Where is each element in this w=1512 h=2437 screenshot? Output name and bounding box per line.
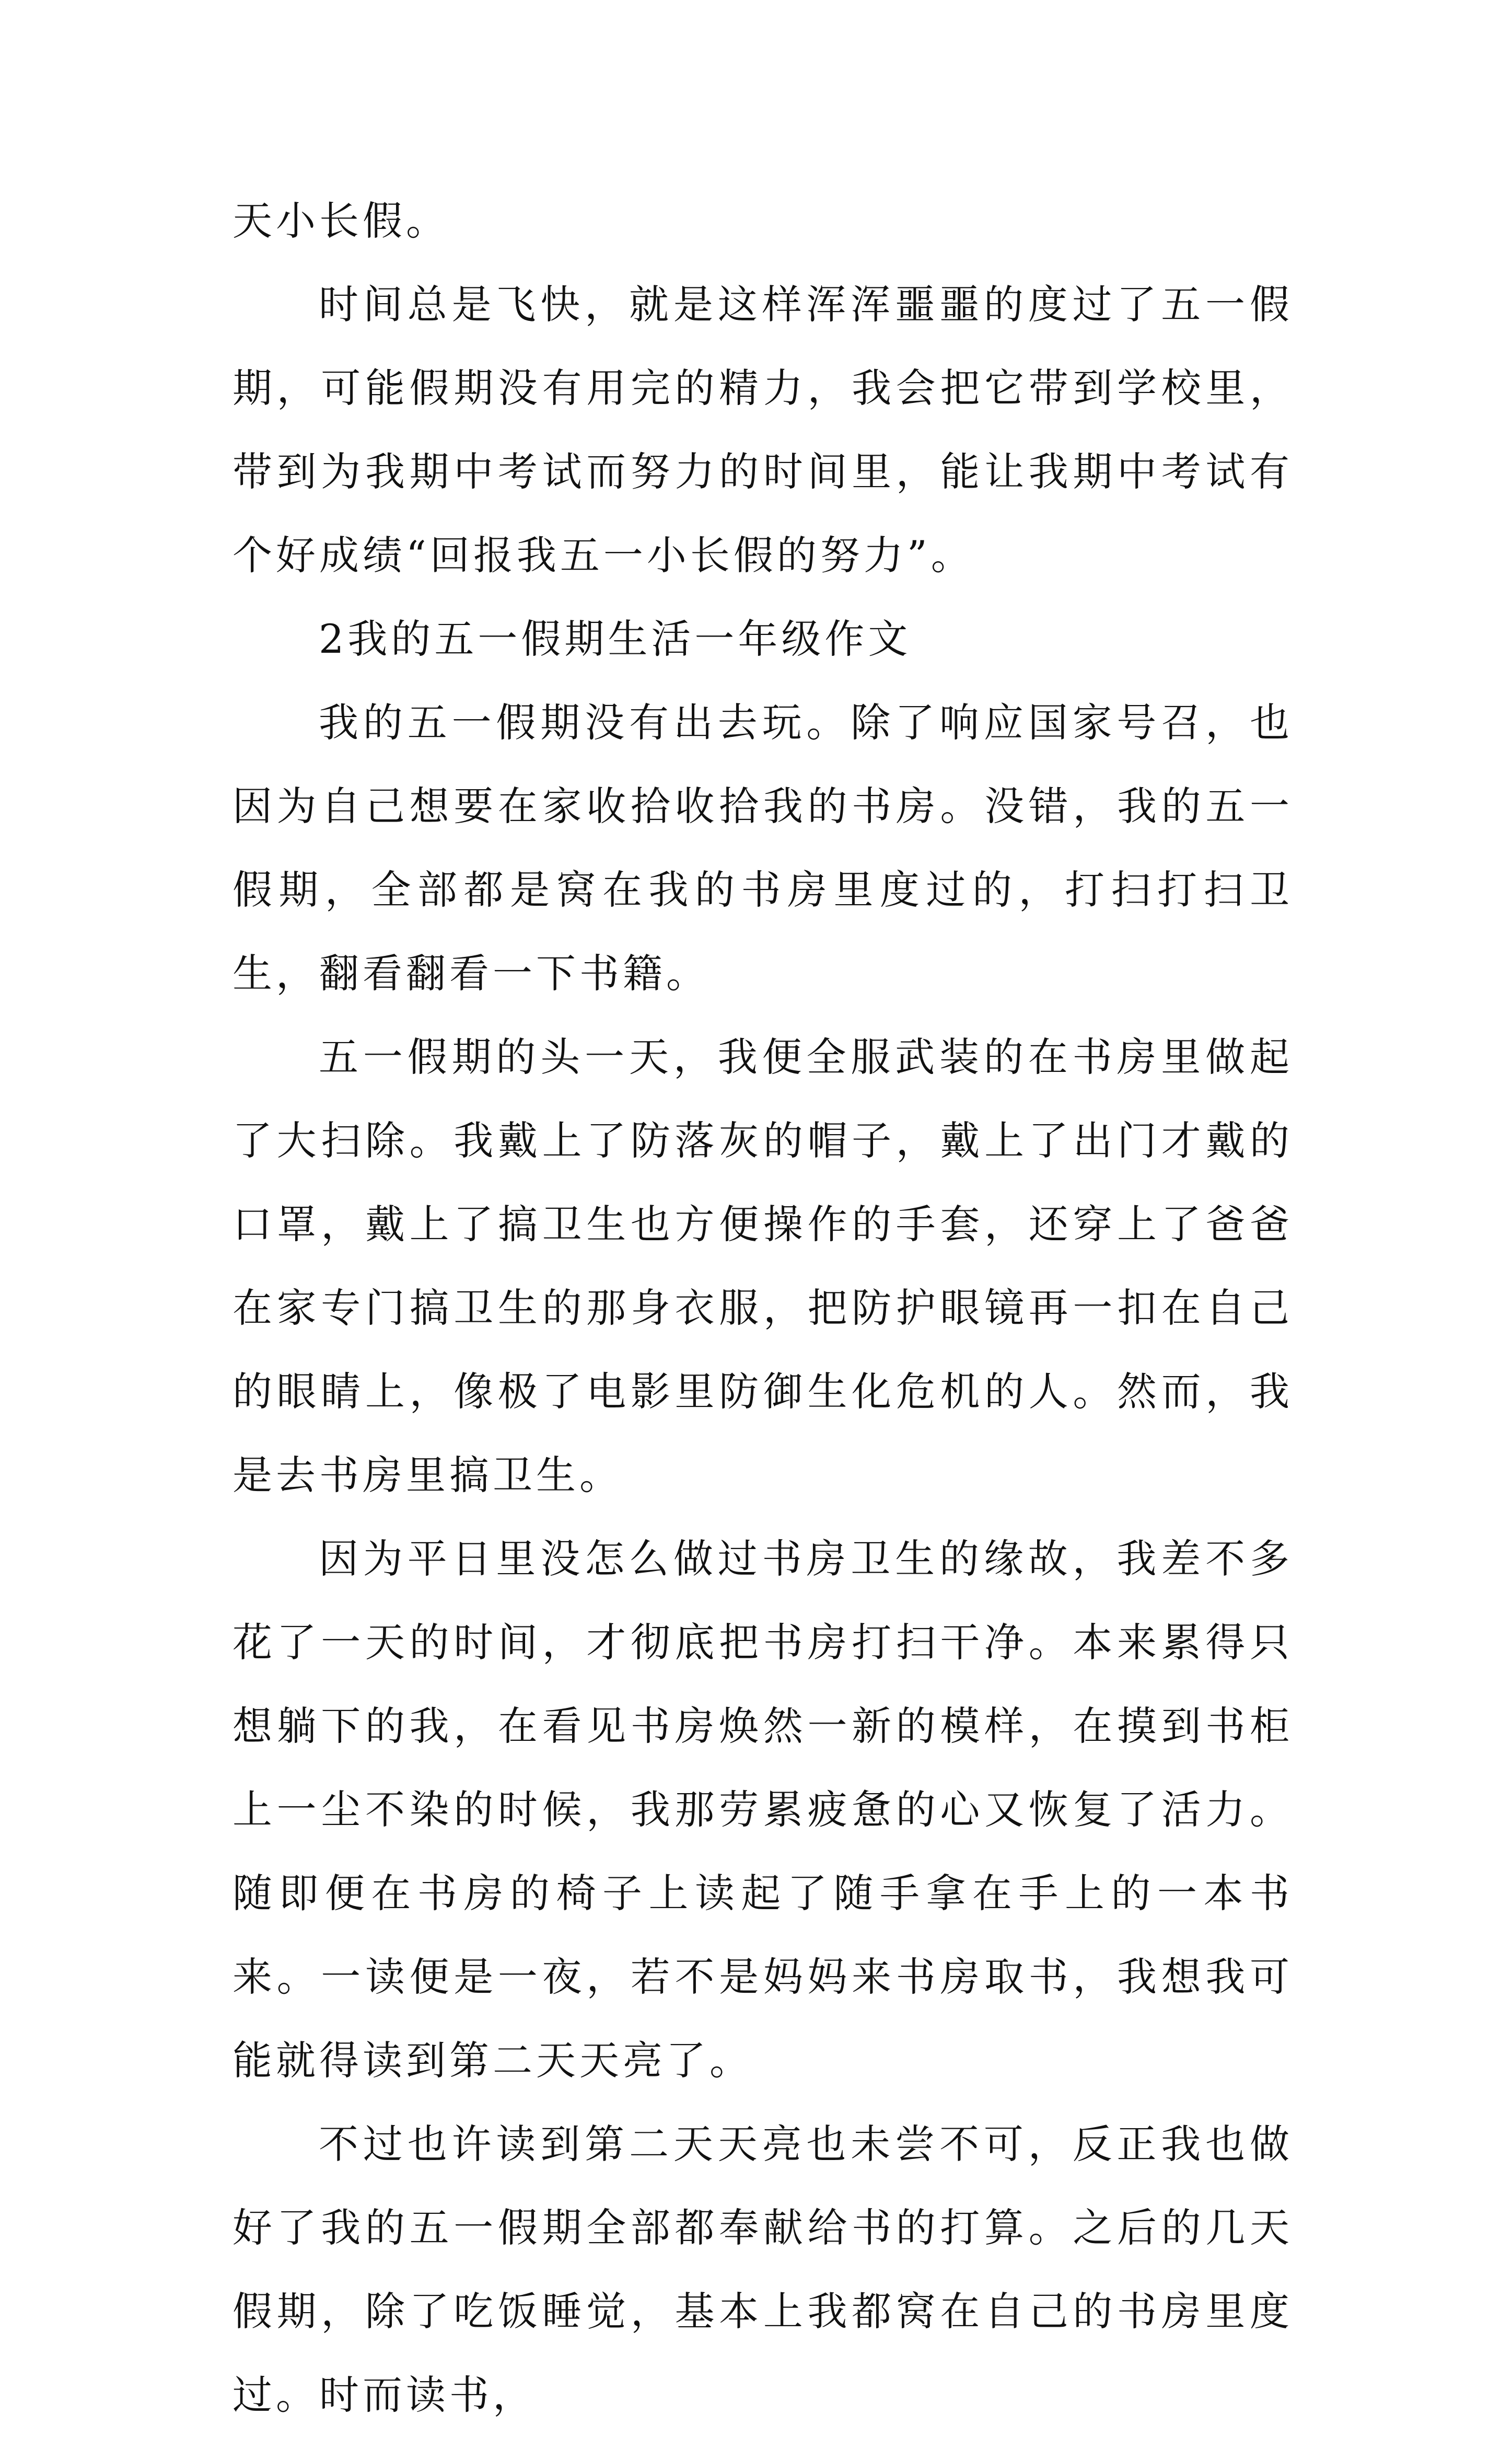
paragraph: 五一假期的头一天，我便全服武装的在书房里做起了大扫除。我戴上了防落灰的帽子，戴上了出门才戴的口罩，戴上了搞卫生也方便操作的手套，还穿上了爸爸在家专门搞卫生的那身衣服，把防护眼镜再一扣在自己的眼睛上，像极了电影里防御生化危机的人。然而，我是去书房里搞卫生。 <box>232 1034 1293 1498</box>
paragraph: 因为平日里没怎么做过书房卫生的缘故，我差不多花了一天的时间，才彻底把书房打扫干净。本来累得只想躺下的我，在看见书房焕然一新的模样，在摸到书柜上一尘不染的时候，我那劳累疲惫的心又恢复了活力。随即便在书房的椅子上读起了随手拿在手上的一本书来。一读便是一夜，若不是妈妈来书房取书，我想我可能就得读到第二天天亮了。 <box>232 1535 1293 2084</box>
body-text <box>232 179 1293 2437</box>
paragraph: 时间总是飞快，就是这样浑浑噩噩的度过了五一假期，可能假期没有用完的精力，我会把它带到学校里，带到为我期中考试而努力的时间里，能让我期中考试有个好成绩“回报我五一小长假的努力”。 <box>232 281 1293 579</box>
paragraph-continuation: 天小长假。 <box>232 198 449 244</box>
paragraph: 不过也许读到第二天天亮也未尝不可，反正我也做好了我的五一假期全部都奉献给书的打算。之后的几天假期，除了吃饭睡觉，基本上我都窝在自己的书房里度过。时而读书， <box>232 2121 1293 2418</box>
section-heading: 2我的五一假期生活一年级作文 <box>319 616 912 662</box>
paragraph: 我的五一假期没有出去玩。除了响应国家号召，也因为自己想要在家收拾收拾我的书房。没错，我的五一假期，全部都是窝在我的书房里度过的，打扫打扫卫生，翻看翻看一下书籍。 <box>232 699 1293 997</box>
